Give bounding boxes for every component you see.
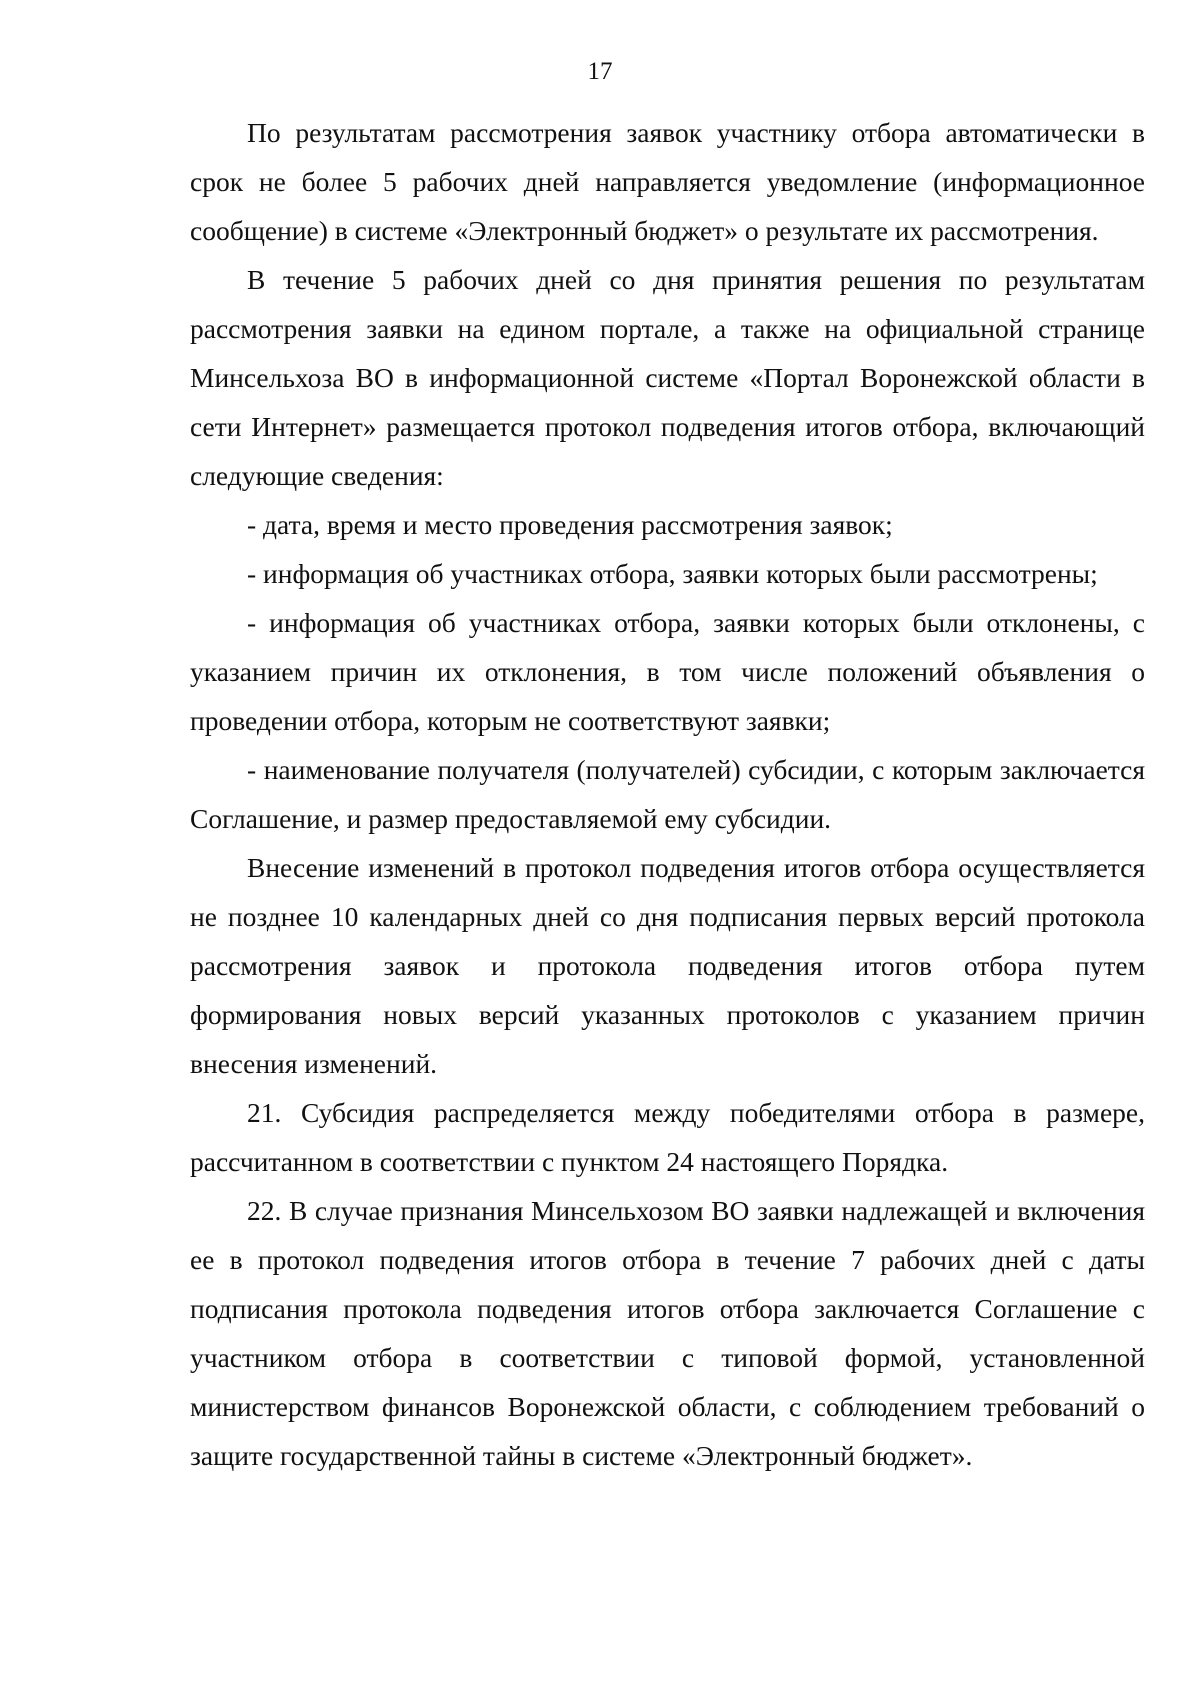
list-item-recipient-name: - наименование получателя (получателей) субсидии, с которым заключается Соглашение, и размер предоставляемой ему субсидии.: [190, 754, 1145, 834]
document-body: [190, 108, 1145, 1480]
paragraph-protocol-changes: Внесение изменений в протокол подведения итогов отбора осуществляется не позднее 10 календарных дней со дня подписания первых версий протокола рассмотрения заявок и протокола подведения итогов отбора путем формирования новых версий указанных протоколов с указанием причин внесения изменений.: [190, 852, 1145, 1079]
paragraph-notification: По результатам рассмотрения заявок участнику отбора автоматически в срок не более 5 рабочих дней направляется уведомление (информационное сообщение) в системе «Электронный бюджет» о результате их рассмотрения.: [190, 117, 1145, 246]
list-item-rejected-participants: - информация об участниках отбора, заявки которых были отклонены, с указанием причин их отклонения, в том числе положений объявления о проведении отбора, которым не соответствуют заявки;: [190, 607, 1145, 736]
page-number: 17: [587, 58, 613, 85]
paragraph-protocol-publication: В течение 5 рабочих дней со дня принятия решения по результатам рассмотрения заявки на едином портале, а также на официальной странице Минсельхоза ВО в информационной системе «Портал Воронежской области в сети Интернет» размещается протокол подведения итогов отбора, включающий следующие сведения:: [190, 264, 1145, 491]
paragraph-clause-22: 22. В случае признания Минсельхозом ВО заявки надлежащей и включения ее в протокол подведения итогов отбора в течение 7 рабочих дней с даты подписания протокола подведения итогов отбора заключается Соглашение с участником отбора в соответствии с типовой формой, установленной министерством финансов Воронежской области, с соблюдением требований о защите государственной тайны в системе «Электронный бюджет».: [190, 1195, 1145, 1471]
paragraph-clause-21: 21. Субсидия распределяется между победителями отбора в размере, рассчитанном в соответствии с пунктом 24 настоящего Порядка.: [190, 1097, 1145, 1177]
list-item-reviewed-participants: - информация об участниках отбора, заявки которых были рассмотрены;: [247, 558, 1098, 589]
list-item-date-time-place: - дата, время и место проведения рассмотрения заявок;: [247, 509, 893, 540]
